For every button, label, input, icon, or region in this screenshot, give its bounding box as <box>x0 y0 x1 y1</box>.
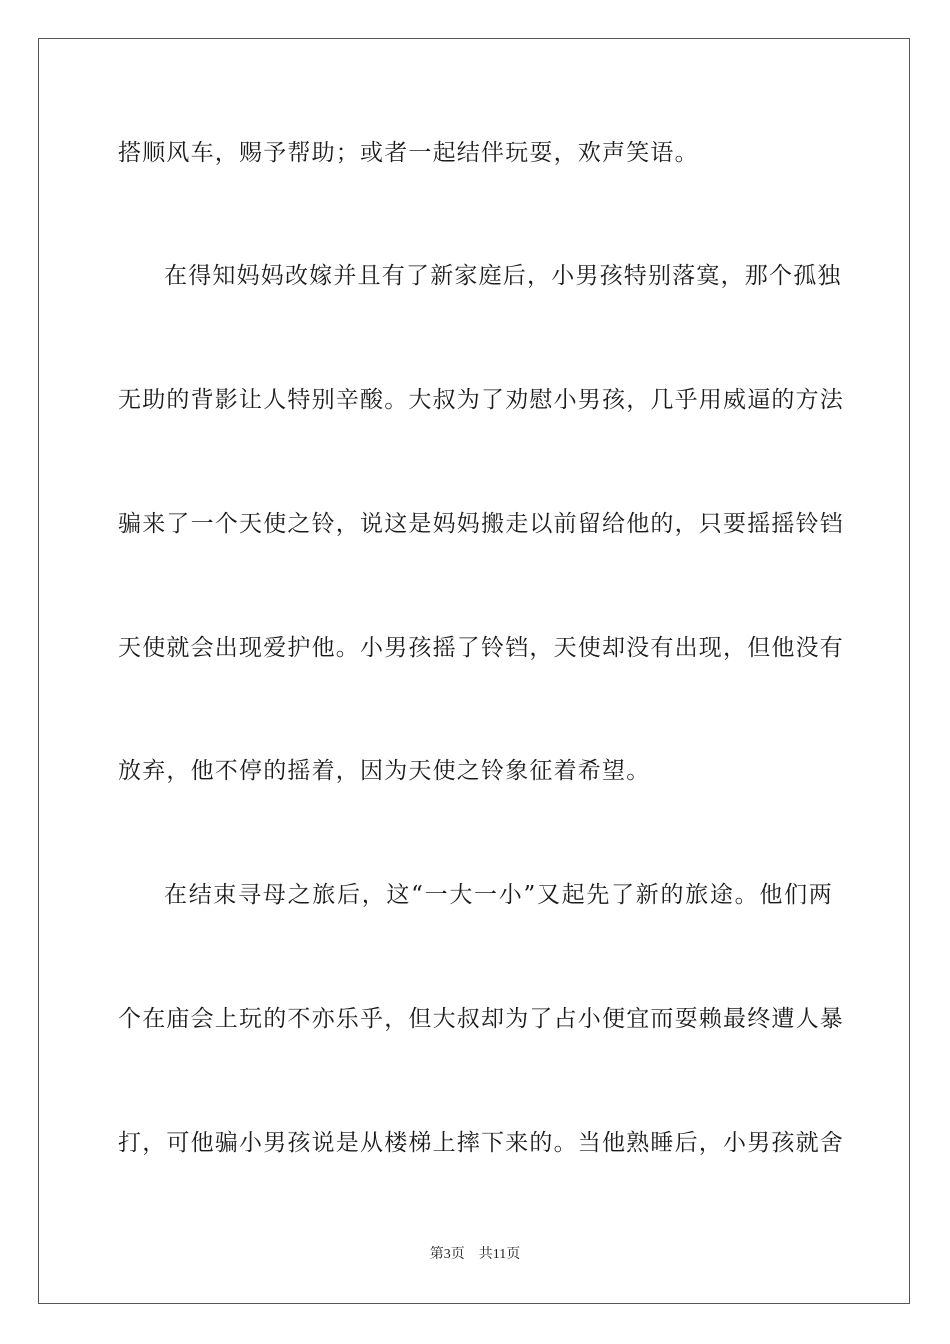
text-line-7: 在结束寻母之旅后，这“一大一小”又起先了新的旅途。他们两 <box>164 882 833 908</box>
text-line-4: 骗来了一个天使之铃，说这是妈妈搬走以前留给他的，只要摇摇铃铛 <box>118 511 844 537</box>
text-line-3: 无助的背影让人特别辛酸。大叔为了劝慰小男孩，几乎用威逼的方法 <box>118 387 844 413</box>
text-line-1: 搭顺风车，赐予帮助；或者一起结伴玩耍，欢声笑语。 <box>118 140 699 166</box>
page-number: 第3页 <box>429 1247 465 1262</box>
text-line-6: 放弃，他不停的摇着，因为天使之铃象征着希望。 <box>118 758 651 784</box>
page-footer <box>0 1246 950 1264</box>
text-line-9: 打，可他骗小男孩说是从楼梯上摔下来的。当他熟睡后，小男孩就舍 <box>118 1130 844 1156</box>
page-border <box>38 38 910 1304</box>
text-line-5: 天使就会出现爱护他。小男孩摇了铃铛，天使却没有出现，但他没有 <box>118 635 844 661</box>
page-total: 共11页 <box>478 1247 521 1262</box>
text-line-2: 在得知妈妈改嫁并且有了新家庭后，小男孩特别落寞，那个孤独 <box>164 263 842 289</box>
text-line-8: 个在庙会上玩的不亦乐乎，但大叔却为了占小便宜而耍赖最终遭人暴 <box>118 1006 844 1032</box>
